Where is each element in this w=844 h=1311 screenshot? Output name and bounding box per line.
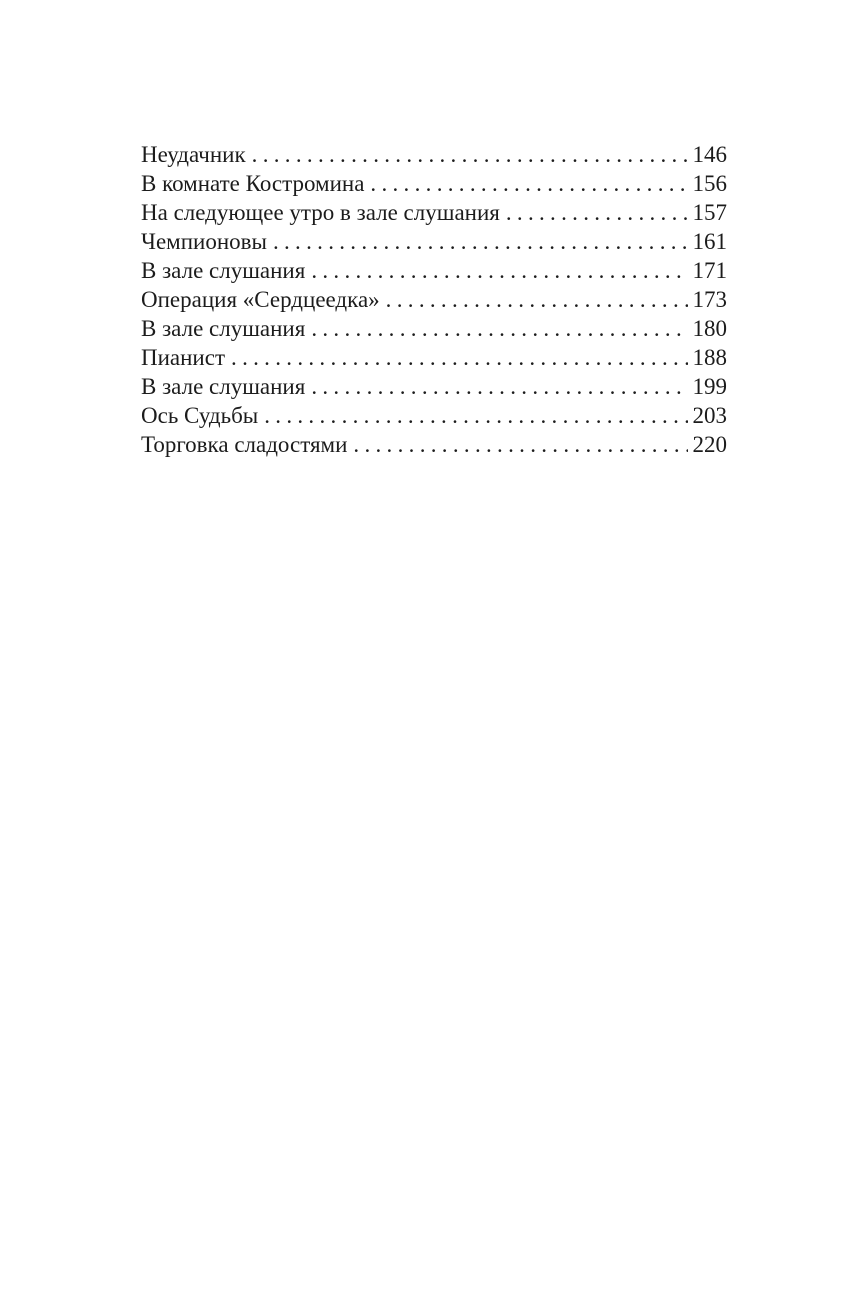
table-of-contents	[141, 140, 727, 459]
toc-dot-leader	[386, 285, 688, 314]
toc-entry-page-number: 188	[692, 345, 727, 370]
toc-entry	[141, 140, 727, 169]
toc-entry-title: В зале слушания	[141, 258, 306, 283]
toc-entry-title: Операция «Сердцеедка»	[141, 287, 380, 312]
toc-entry-page-number: 173	[692, 287, 727, 312]
toc-entry	[141, 198, 727, 227]
toc-entry-page-number: 220	[692, 432, 727, 457]
toc-entry-title: Торговка сладостями	[141, 432, 348, 457]
toc-entry	[141, 343, 727, 372]
toc-dot-leader	[311, 372, 688, 401]
toc-entry-title: В зале слушания	[141, 316, 306, 341]
toc-entry-page-number: 180	[692, 316, 727, 341]
toc-entry	[141, 227, 727, 256]
toc-entry-title: Чемпионовы	[141, 229, 267, 254]
toc-entry	[141, 285, 727, 314]
toc-entry	[141, 372, 727, 401]
toc-entry-title: В зале слушания	[141, 374, 306, 399]
toc-dot-leader	[353, 430, 688, 459]
toc-entry-title: Ось Судьбы	[141, 403, 259, 428]
toc-entry-page-number: 156	[692, 171, 727, 196]
toc-entry	[141, 401, 727, 430]
toc-dot-leader	[231, 343, 688, 372]
toc-entry-title: Неудачник	[141, 142, 246, 167]
toc-entry-title: В комнате Костромина	[141, 171, 365, 196]
toc-entry	[141, 256, 727, 285]
toc-entry-page-number: 146	[692, 142, 727, 167]
toc-entry-page-number: 161	[692, 229, 727, 254]
toc-entry-page-number: 157	[692, 200, 727, 225]
toc-dot-leader	[370, 169, 688, 198]
toc-dot-leader	[252, 140, 688, 169]
toc-dot-leader	[311, 314, 688, 343]
toc-dot-leader	[273, 227, 688, 256]
toc-entry	[141, 430, 727, 459]
toc-entry-page-number: 199	[692, 374, 727, 399]
toc-entry-title: Пианист	[141, 345, 226, 370]
toc-dot-leader	[506, 198, 688, 227]
toc-entry	[141, 169, 727, 198]
toc-entry-page-number: 203	[692, 403, 727, 428]
toc-dot-leader	[264, 401, 688, 430]
toc-entry-title: На следующее утро в зале слушания	[141, 200, 500, 225]
toc-dot-leader	[311, 256, 688, 285]
toc-entry	[141, 314, 727, 343]
toc-entry-page-number: 171	[692, 258, 727, 283]
